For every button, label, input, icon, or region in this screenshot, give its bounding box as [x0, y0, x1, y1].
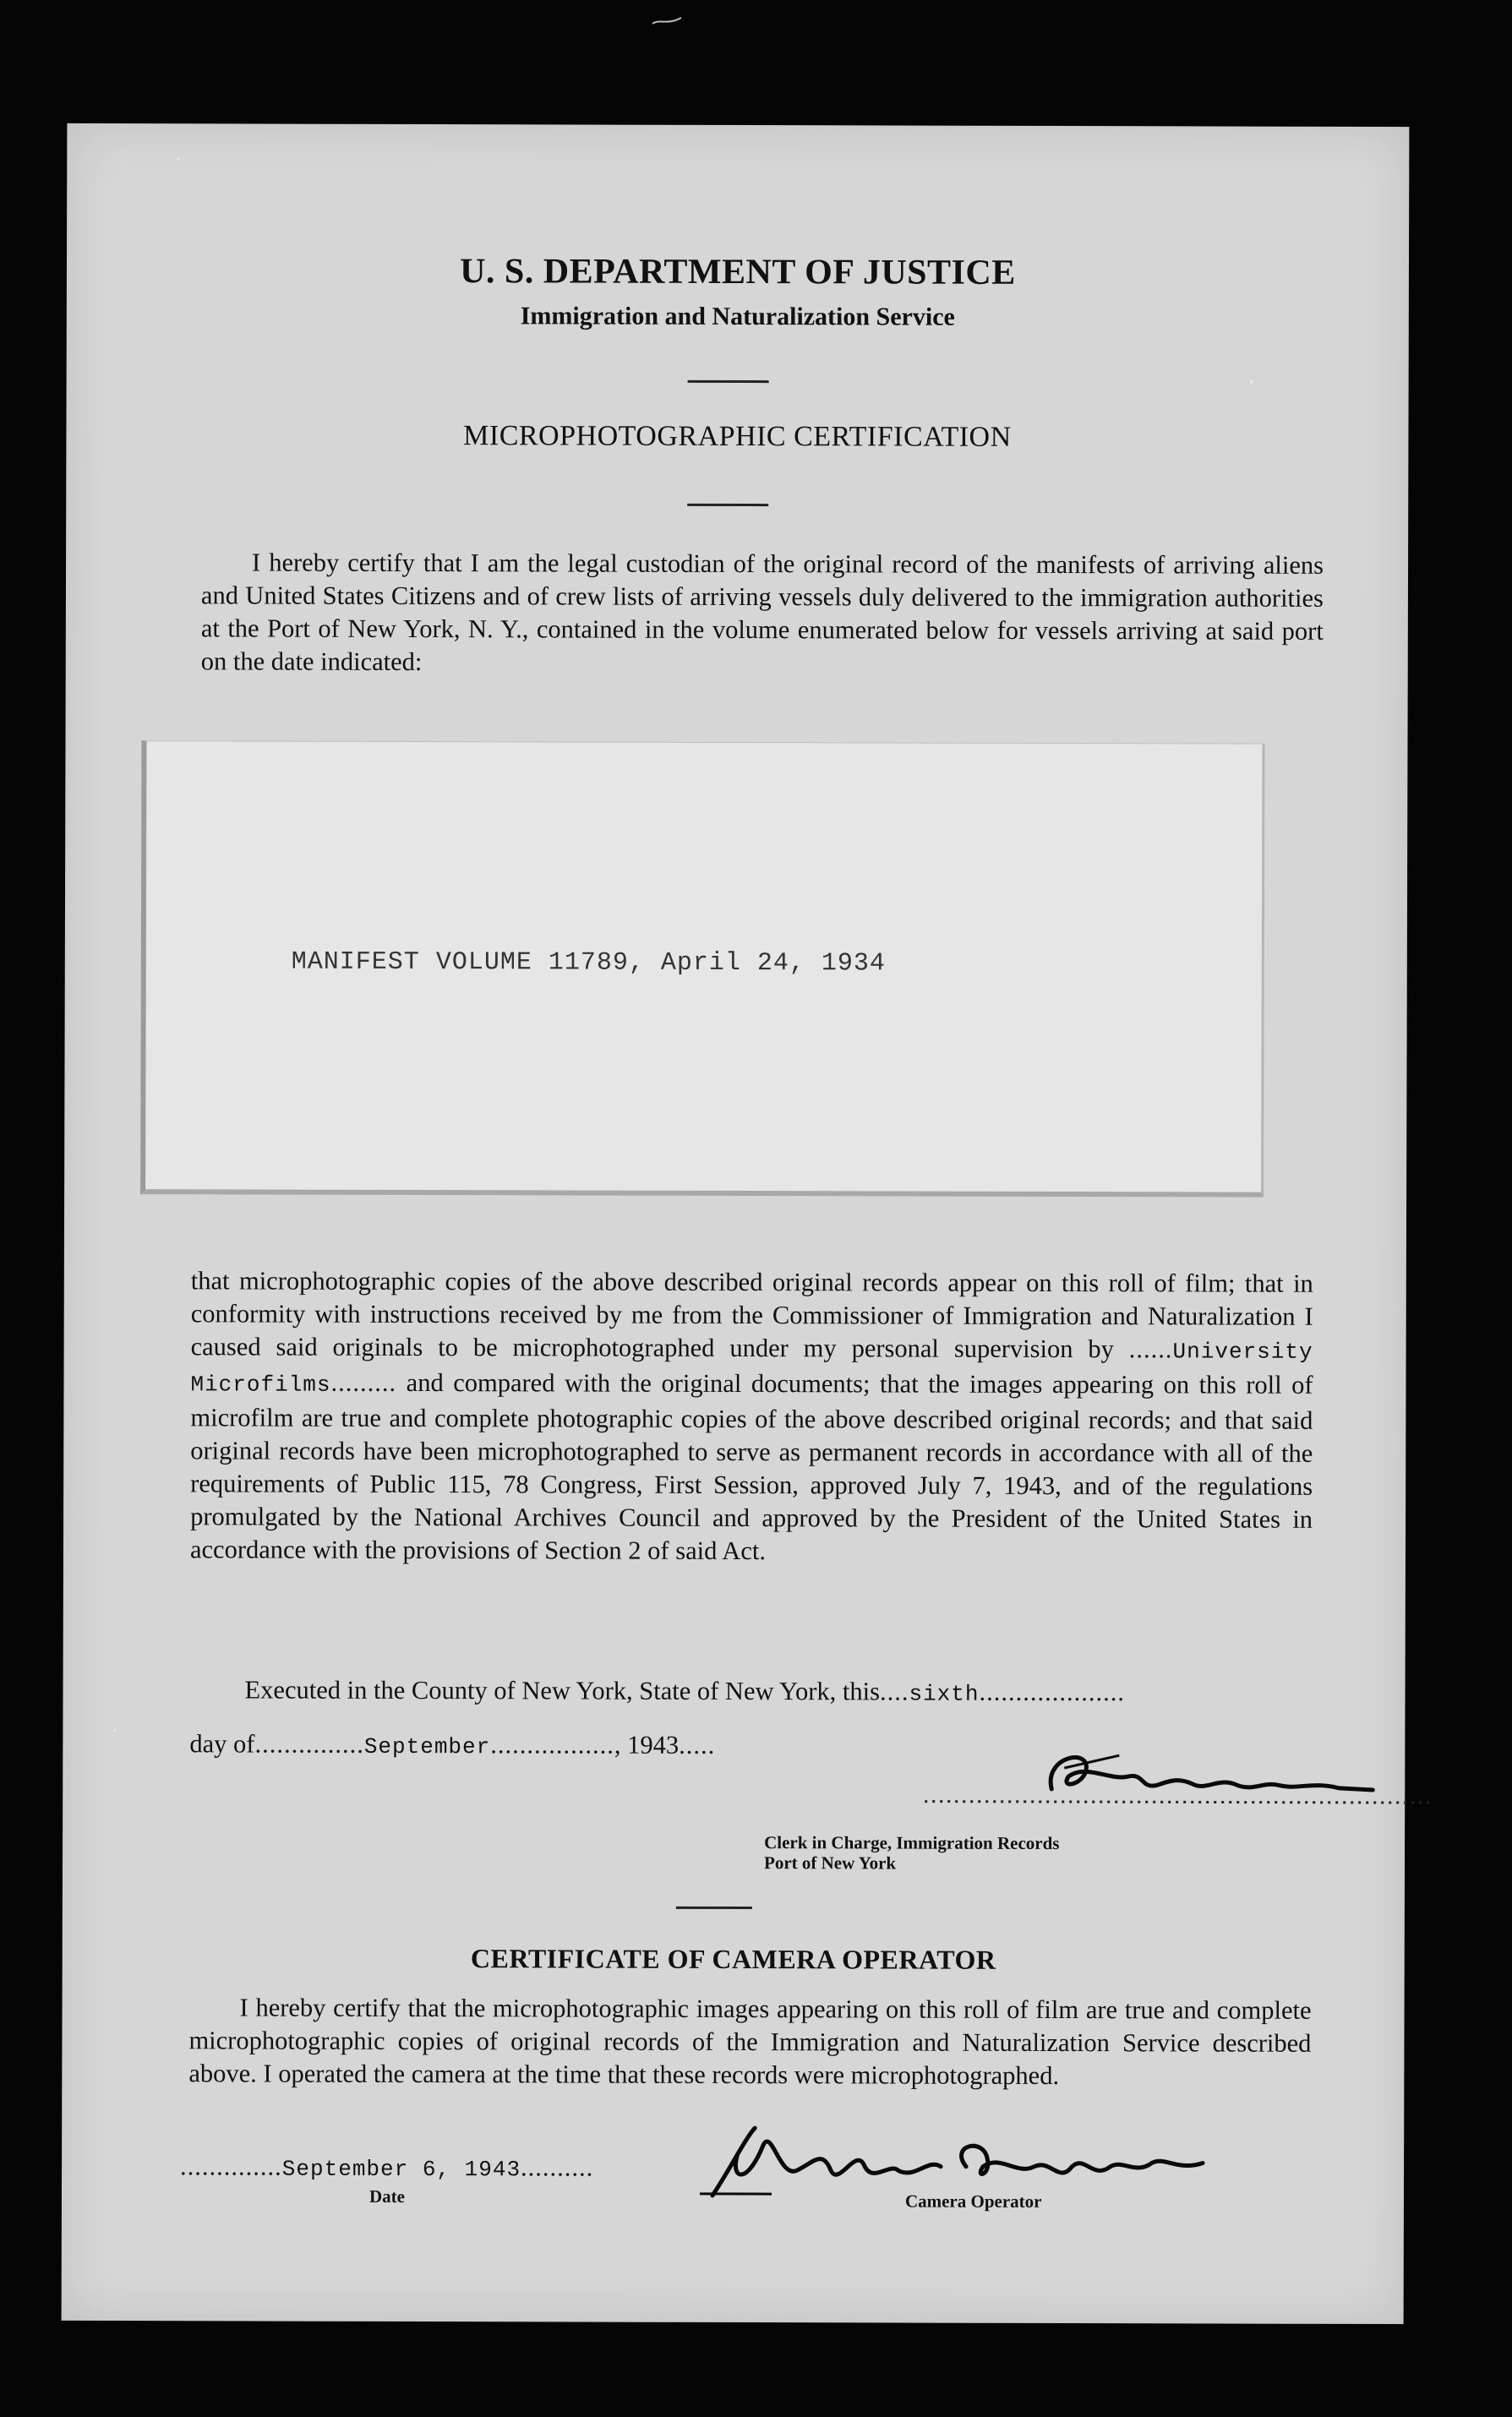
executed-text: Executed in the County of New York, State of New York, this [244, 1675, 881, 1706]
supervisor-fill: University Microfilms [190, 1339, 1313, 1398]
department-heading: U. S. DEPARTMENT OF JUSTICE [460, 252, 1016, 292]
day-of-label: day of [189, 1729, 255, 1759]
clerk-signature [925, 1738, 1449, 1816]
camera-certificate-title: CERTIFICATE OF CAMERA OPERATOR [470, 1943, 996, 1975]
executed-month: September [363, 1733, 491, 1760]
executed-year: , 1943 [614, 1730, 680, 1760]
body-part1: that microphotographic copies of the above described original records appear on this roll of film; that in conformity with instructions received by me from the Commissioner of Immigration and Naturalization I caused said originals to be microphotographed under my personal supervision by [190, 1266, 1313, 1364]
scan-mark [651, 15, 685, 27]
body-part2: and compared with the original documents; that the images appearing on this roll of microfilm are true and complete photographic copies of the above described original records; and that said original records have been microphotographed to serve as permanent records in accordance with all of the requirements of Public 115, 78 Congress, First Session, approved July 7, 1943, and of the regulations promulgated by the National Archives Council and approved by the President of the United States in accordance with the provisions of Section 2 of said Act. [189, 1367, 1313, 1566]
clerk-title-line1: Clerk in Charge, Immigration Records [764, 1832, 1060, 1854]
date-label: Date [368, 2185, 406, 2207]
day-of-line: day of...............September................., 1943..... [189, 1729, 716, 1760]
certification-body: that microphotographic copies of the above described original records appear on this roll of film; that in conformity with instructions received by me from the Commissioner of Immigration and Naturalization I caused said originals to be microphotographed under my personal supervision by ......University Microfilms......... and compared with the original documents; that the images appearing on this roll of microfilm are true and complete photographic copies of the above described original records; and that said original records have been microphotographed to serve as permanent records in accordance with all of the requirements of Public 115, 78 Congress, First Session, approved July 7, 1943, and of the regulations promulgated by the National Archives Council and approved by the President of the United States in accordance with the provisions of Section 2 of said Act. [189, 1266, 1313, 1566]
camera-certificate-paragraph: I hereby certify that the microphotographic images appearing on this roll of film are true and complete microphotographic copies of original records of the Immigration and Naturalization Service described above. I operated the camera at the time that these records were microphotographed. [188, 1993, 1312, 2091]
certification-intro: I hereby certify that I am the legal custodian of the original record of the manifests of arriving aliens and United States Citizens and of crew lists of arriving vessels duly delivered to the immigration authorities at the Port of New York, N. Y., contained in the volume enumerated below for vessels arriving at said port on the date indicated: [200, 548, 1324, 677]
service-subheading: Immigration and Naturalization Service [520, 302, 955, 331]
executed-day: sixth [909, 1681, 980, 1707]
volume-slip-text: MANIFEST VOLUME 11789, April 24, 1934 [291, 947, 886, 979]
executed-line: Executed in the County of New York, State of New York, this....sixth.................... [244, 1675, 1126, 1707]
date-line: ..............September 6, 1943.......... [180, 2152, 594, 2183]
divider [687, 504, 768, 506]
divider [676, 1907, 752, 1909]
operator-date: September 6, 1943 [281, 2156, 521, 2183]
certificate-page [62, 123, 1410, 2324]
camera-operator-label: Camera Operator [904, 2191, 1042, 2212]
divider [688, 380, 769, 383]
clerk-title-line2: Port of New York [763, 1852, 897, 1874]
form-title: MICROPHOTOGRAPHIC CERTIFICATION [463, 420, 1012, 453]
clerk-title [764, 1832, 1059, 1874]
